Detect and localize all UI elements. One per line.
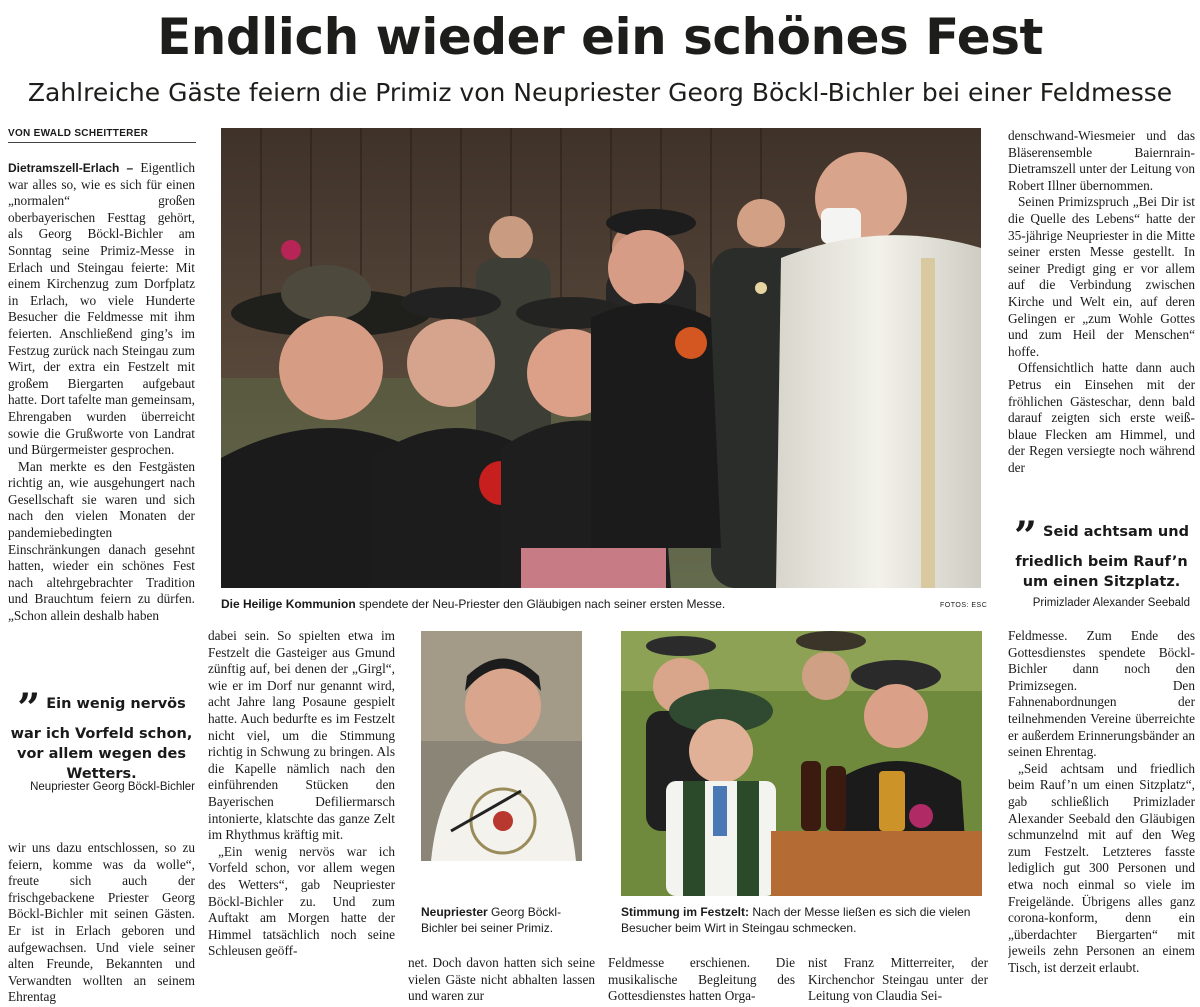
priest-photo [421, 631, 582, 861]
priest-photo-caption [421, 904, 591, 936]
article-column-1-bottom [8, 840, 195, 1005]
paragraph: nist Franz Mitterreiter, der Kirchenchor Steingau unter der Leitung von Claudia Sei- [808, 955, 988, 1004]
paragraph: Seinen Primizspruch „Bei Dir ist die Quelle des Lebens“ hatte der 35-jährige Neupriester in die Mitte seiner ersten Messe gestellt. In seiner Predigt ging er vor allem auf die Verbindung zwischen Kirche und Welt ein, auf deren Gelingen er „zum Wohle Gottes und zum Heil der Menschen“ hoffe. [1008, 194, 1195, 359]
paragraph: Feldmesse. Zum Ende des Gottesdienstes spendete Böckl-Bichler dann noch den Primizsegen. Den Fahnenabordnungen der teilnehmenden Vereine überreichte er außerdem Erinnerungsbänder an seinen Ehrentag. [1008, 628, 1195, 760]
article-column-5 [808, 955, 988, 1005]
caption-text: Georg Böckl-Bichler bei seiner Primiz. [421, 905, 562, 935]
photo-credit: FOTOS: ESC [940, 602, 988, 609]
paragraph: Offensichtlich hatte dann auch Petrus ein Einsehen mit der fröhlichen Gästeschar, denn bald darauf zeigten sich erste weiß-blaue Flecken am Himmel, und der Regen versiegte noch während der [1008, 360, 1195, 475]
paragraph: dabei sein. So spielten etwa im Festzelt die Gasteiger aus Gmund zünftig auf, bei denen der „Girgl“, wie er im Dorf nur genannt wird, acht Jahre lang Posaune gespielt hatte. Auch bedurfte es im Festzelt nicht viel, um die Stimmung richtig in Schwung zu bringen. Als die Kapelle nämlich nach den einführenden Stücken den Bayerischen Defiliermarsch intonierte, klatschte das ganze Zelt im Rhythmus kräftig mit. [208, 628, 395, 843]
quote-mark-icon: ” [1014, 513, 1038, 560]
pull-quote-2 [1008, 513, 1195, 592]
article-column-1-top [8, 160, 195, 680]
paragraph: net. Doch davon hatten sich seine vielen Gäste nicht abhalten lassen und waren zur [408, 955, 595, 1004]
caption-lead: Neupriester [421, 905, 488, 919]
headline: Endlich wieder ein schönes Fest [157, 8, 1043, 66]
article-column-2 [208, 628, 395, 1005]
paragraph: „Ein wenig nervös war ich Vorfeld schon, vor allem wegen des Wetters“, gab Neupriester Böckl-Bichler zu. Und zum Auftakt am Morgen hatte der Himmel tatsächlich noch seine Schleusen geöff- [208, 843, 395, 959]
pull-quote-text: Seid achtsam und friedlich beim Rauf’n um einen Sitzplatz. [1015, 524, 1189, 590]
paragraph: Feldmesse erschienen. Die musikalische Begleitung des Gottesdienstes hatten Orga- [608, 955, 795, 1004]
caption-text: Nach der Messe ließen es sich die vielen Besucher beim Wirt in Steingau schmecken. [621, 905, 971, 935]
main-photo-caption [221, 596, 921, 612]
tent-photo-caption [621, 904, 986, 936]
caption-lead: Die Heilige Kommunion [221, 597, 356, 611]
paragraph: „Seid achtsam und friedlich beim Rauf’n um einen Sitzplatz“, gab schließlich Primizlader Alexander Seebald den Gläubigen schmunzelnd mit auf den Weg zum Festzelt. Letzteres fasste lediglich gut 300 Personen und etwa noch einmal so viele im Freigelände. Übrigens alles ganz corona-konform, denn ein „überdachter Biergarten“ mit jeweils zehn Personen an einem Tisch, ist derzeit erlaubt. [1008, 760, 1195, 975]
dateline: Dietramszell-Erlach – [8, 161, 134, 175]
pull-quote-source: Neupriester Georg Böckl-Bichler [30, 781, 195, 793]
caption-text: spendete der Neu-Priester den Gläubigen nach seiner ersten Messe. [355, 597, 726, 611]
article-column-6-top [1008, 128, 1195, 501]
byline: VON EWALD SCHEITTERER [8, 128, 196, 143]
caption-lead: Stimmung im Festzelt: [621, 905, 750, 919]
pull-quote-text: Ein wenig nervös war ich Vorfeld schon, vor allem wegen des Wetters. [10, 696, 193, 782]
paragraph: wir uns dazu entschlossen, so zu feiern, komme was da wolle“, freute sich auch der frischgebackene Priester Georg Böckl-Bichler mit seinen Gästen. Er ist in Erlach geboren und aufgewachsen. Und viele seiner alten Freunde, Bekannten und Verwandten wollten an seinem Ehrentag [8, 840, 195, 1005]
main-photo [221, 128, 981, 588]
subheadline: Zahlreiche Gäste feiern die Primiz von Neupriester Georg Böckl-Bichler bei einer Feldmesse [27, 78, 1173, 107]
quote-mark-icon: ” [17, 685, 41, 732]
paragraph: denschwand-Wiesmeier und das Bläserensemble Baiernrain-Dietramszell unter der Leitung von Robert Illner übernommen. [1008, 128, 1195, 193]
article-column-4 [608, 955, 795, 1005]
article-column-6-bottom [1008, 628, 1195, 1005]
pull-quote-source: Primizlader Alexander Seebald [1032, 597, 1190, 609]
paragraph: Man merkte es den Festgästen richtig an, wie ausgehungert nach Gesellschaft sie waren und sich nach den vielen Monaten der pandemiebedingten Einschränkungen danach gesehnt hatten, wieder ein schönes Fest nach altehrgebrachter Tradition und Brauchtum feiern zu dürfen. „Schon allein deshalb haben [8, 458, 195, 624]
article-column-3 [408, 955, 595, 1005]
festival-tent-photo [621, 631, 982, 896]
paragraph: Eigentlich war alles so, wie es sich für einen „normalen“ großen oberbayerischen Festtag gehört, als Georg Böckl-Bichler am Sonntag seine Primiz-Messe in Erlach und Steingau feierte: Mit einem Kirchenzug zum Dorfplatz in Erlach, wo viele Hunderte Besucher die Feldmesse mit ihm feierten. Anschließend ging’s im Festzug zurück nach Steingau zum Wirt, der extra ein Festzelt mit großem Biergarten aufgebaut hatte. Dort tafelte man gemeinsam, Ehrengaben wurden überreicht sowie die Grußworte von Landrat und Bürgermeister gesprochen. [8, 160, 195, 458]
pull-quote-1 [8, 685, 195, 784]
